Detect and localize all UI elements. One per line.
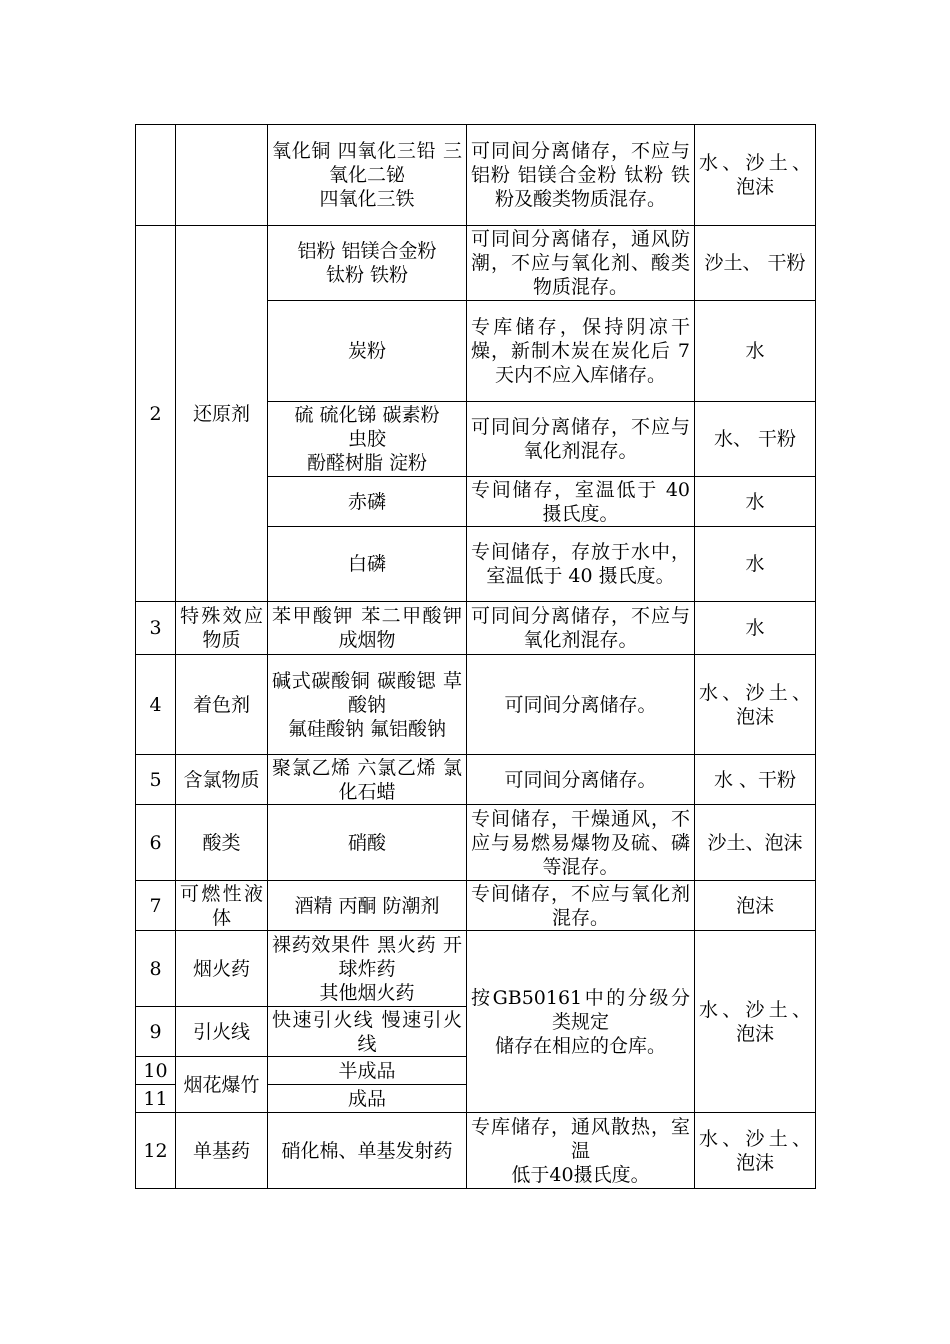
extinguisher-cell: 水 <box>695 602 816 655</box>
category-cell <box>176 125 268 226</box>
storage-table <box>135 124 816 1189</box>
storage-cell: 专间储存，不应与氧化剂混存。 <box>467 881 695 931</box>
material-cell: 裸药效果件 黑火药 开球炸药 其他烟火药 <box>268 931 467 1007</box>
table-row <box>136 655 816 755</box>
table-row <box>136 602 816 655</box>
material-cell: 氧化铜 四氧化三铅 三氧化二铋 四氧化三铁 <box>268 125 467 226</box>
material-cell: 铝粉 铝镁合金粉 钛粉 铁粉 <box>268 226 467 301</box>
no-cell: 2 <box>136 226 176 602</box>
storage-cell: 可同间分离储存。 <box>467 655 695 755</box>
material-cell: 白磷 <box>268 527 467 602</box>
material-cell: 硫 硫化锑 碳素粉 虫胶 酚醛树脂 淀粉 <box>268 402 467 477</box>
extinguisher-cell: 水 、干粉 <box>695 755 816 805</box>
no-cell: 7 <box>136 881 176 931</box>
no-cell: 8 <box>136 931 176 1007</box>
table-row <box>136 226 816 301</box>
storage-cell: 专间储存，室温低于 40 摄氏度。 <box>467 477 695 527</box>
material-cell: 半成品 <box>268 1057 467 1085</box>
material-cell: 赤磷 <box>268 477 467 527</box>
material-cell: 硝酸 <box>268 805 467 881</box>
storage-cell: 可同间分离储存，不应与氧化剂混存。 <box>467 602 695 655</box>
category-cell: 烟花爆竹 <box>176 1057 268 1113</box>
table-row <box>136 755 816 805</box>
material-cell: 硝化棉、单基发射药 <box>268 1113 467 1189</box>
no-cell: 6 <box>136 805 176 881</box>
category-cell: 含氯物质 <box>176 755 268 805</box>
extinguisher-cell: 沙土、泡沫 <box>695 805 816 881</box>
table-row <box>136 805 816 881</box>
storage-cell: 专库储存，通风散热，室温 低于40摄氏度。 <box>467 1113 695 1189</box>
extinguisher-cell: 水、沙土、泡沫 <box>695 931 816 1113</box>
category-cell: 烟火药 <box>176 931 268 1007</box>
material-cell: 苯甲酸钾 苯二甲酸钾 成烟物 <box>268 602 467 655</box>
extinguisher-cell: 水、沙土、泡沫 <box>695 655 816 755</box>
storage-cell: 专间储存，干燥通风，不应与易燃易爆物及硫、磷等混存。 <box>467 805 695 881</box>
extinguisher-cell: 水、沙土、泡沫 <box>695 1113 816 1189</box>
storage-cell: 可同间分离储存，不应与氧化剂混存。 <box>467 402 695 477</box>
extinguisher-cell: 水、 干粉 <box>695 402 816 477</box>
storage-cell: 按GB50161中的分级分类规定 储存在相应的仓库。 <box>467 931 695 1113</box>
material-cell: 快速引火线 慢速引火线 <box>268 1007 467 1057</box>
category-cell: 酸类 <box>176 805 268 881</box>
material-cell: 聚氯乙烯 六氯乙烯 氯化石蜡 <box>268 755 467 805</box>
no-cell: 4 <box>136 655 176 755</box>
extinguisher-cell: 水 <box>695 527 816 602</box>
material-cell: 酒精 丙酮 防潮剂 <box>268 881 467 931</box>
category-cell: 单基药 <box>176 1113 268 1189</box>
category-cell: 还原剂 <box>176 226 268 602</box>
storage-cell: 专库储存，保持阴凉干燥，新制木炭在炭化后 7 天内不应入库储存。 <box>467 301 695 402</box>
material-cell: 成品 <box>268 1085 467 1113</box>
no-cell: 5 <box>136 755 176 805</box>
no-cell: 10 <box>136 1057 176 1085</box>
storage-cell: 专间储存，存放于水中，室温低于 40 摄氏度。 <box>467 527 695 602</box>
extinguisher-cell: 水 <box>695 301 816 402</box>
storage-cell: 可同间分离储存，通风防潮，不应与氧化剂、酸类物质混存。 <box>467 226 695 301</box>
extinguisher-cell: 泡沫 <box>695 881 816 931</box>
no-cell: 3 <box>136 602 176 655</box>
category-cell: 引火线 <box>176 1007 268 1057</box>
table-row <box>136 881 816 931</box>
material-cell: 炭粉 <box>268 301 467 402</box>
table-row <box>136 125 816 226</box>
no-cell: 12 <box>136 1113 176 1189</box>
extinguisher-cell: 水 <box>695 477 816 527</box>
table-row <box>136 931 816 1007</box>
extinguisher-cell: 沙土、 干粉 <box>695 226 816 301</box>
extinguisher-cell: 水、沙土、泡沫 <box>695 125 816 226</box>
storage-cell: 可同间分离储存。 <box>467 755 695 805</box>
material-cell: 碱式碳酸铜 碳酸锶 草酸钠 氟硅酸钠 氟铝酸钠 <box>268 655 467 755</box>
category-cell: 可燃性液体 <box>176 881 268 931</box>
no-cell <box>136 125 176 226</box>
storage-cell: 可同间分离储存，不应与铝粉 铝镁合金粉 钛粉 铁粉及酸类物质混存。 <box>467 125 695 226</box>
no-cell: 9 <box>136 1007 176 1057</box>
no-cell: 11 <box>136 1085 176 1113</box>
table-row <box>136 1113 816 1189</box>
category-cell: 特殊效应物质 <box>176 602 268 655</box>
category-cell: 着色剂 <box>176 655 268 755</box>
